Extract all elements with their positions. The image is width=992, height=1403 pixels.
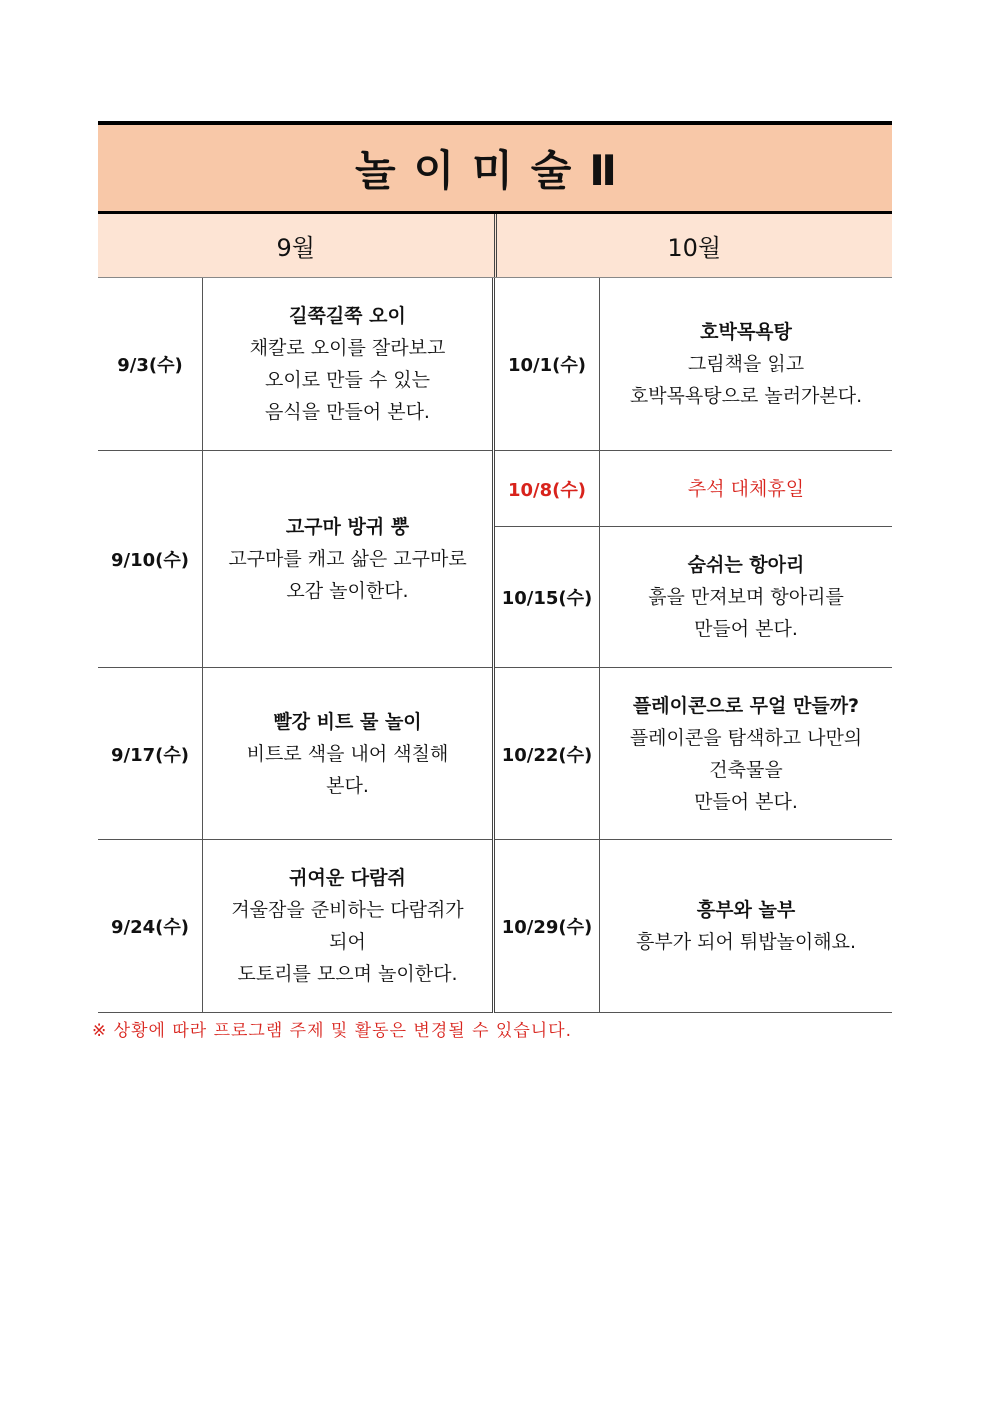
month-header-row	[98, 214, 892, 278]
date-cell: 10/29(수)	[495, 840, 600, 1012]
activity-line: 오이로 만들 수 있는	[265, 369, 430, 391]
activity-line: 겨울잠을 준비하는 다람쥐가	[231, 899, 464, 921]
schedule-body	[98, 278, 892, 1013]
activity-topic: 숨쉬는 항아리	[687, 554, 805, 576]
date-cell: 10/1(수)	[495, 278, 600, 450]
activity-line: 고구마를 캐고 삶은 고구마로	[228, 548, 467, 570]
page-title: 놀이미술Ⅱ	[98, 121, 892, 214]
date-cell: 9/17(수)	[98, 668, 203, 839]
table-row	[98, 451, 492, 668]
activity-line: 본다.	[326, 774, 369, 797]
activity-topic: 호박목욕탕	[700, 321, 792, 343]
activity-cell	[600, 278, 892, 450]
activity-line: 도토리를 모으며 놀이한다.	[237, 963, 458, 985]
table-row	[98, 668, 492, 840]
activity-line: 채칼로 오이를 잘라보고	[249, 337, 446, 359]
table-row	[495, 451, 892, 527]
month-october: 10월	[667, 234, 722, 262]
activity-cell	[600, 668, 892, 839]
activity-topic: 플레이콘으로 무얼 만들까?	[632, 694, 860, 717]
holiday-cell	[600, 451, 892, 526]
table-row	[98, 840, 492, 1013]
schedule-table	[98, 121, 892, 1013]
table-row	[495, 668, 892, 840]
date-cell: 9/10(수)	[98, 451, 203, 667]
september-column	[98, 278, 495, 1013]
date-cell: 10/15(수)	[495, 527, 600, 667]
table-row	[495, 278, 892, 451]
activity-line: 음식을 만들어 본다.	[265, 401, 430, 423]
activity-topic: 고구마 방귀 뿡	[285, 516, 410, 538]
date-cell: 9/3(수)	[98, 278, 203, 450]
activity-cell	[600, 840, 892, 1012]
activity-cell	[203, 840, 492, 1012]
activity-line: 플레이콘을 탐색하고 나만의	[629, 726, 863, 749]
activity-cell	[600, 527, 892, 667]
activity-topic: 귀여운 다람쥐	[289, 867, 406, 889]
activity-topic: 길쭉길쭉 오이	[289, 305, 406, 327]
month-september: 9월	[98, 214, 497, 277]
activity-line: 호박목욕탕으로 놀러가본다.	[629, 385, 863, 407]
notice-text: ※ 상황에 따라 프로그램 주제 및 활동은 변경될 수 있습니다.	[92, 1021, 572, 1041]
october-column	[495, 278, 892, 1013]
activity-cell	[203, 668, 492, 839]
activity-cell	[203, 451, 492, 667]
date-cell: 9/24(수)	[98, 840, 203, 1012]
table-row	[98, 278, 492, 451]
table-row	[495, 840, 892, 1013]
activity-line: 그림책을 읽고	[687, 353, 805, 375]
activity-line: 만들어 본다.	[694, 618, 798, 640]
date-cell: 10/22(수)	[495, 668, 600, 839]
holiday-label: 추석 대체휴일	[687, 477, 805, 500]
activity-line: 건축물을	[709, 758, 783, 781]
date-cell: 10/8(수)	[495, 451, 600, 526]
activity-line: 되어	[329, 931, 366, 953]
activity-line: 오감 놀이한다.	[286, 580, 409, 602]
activity-cell	[203, 278, 492, 450]
table-row	[495, 527, 892, 668]
activity-topic: 흥부와 놀부	[696, 899, 796, 921]
activity-line: 흙을 만져보며 항아리를	[648, 586, 844, 608]
activity-line: 흥부가 되어 튀밥놀이해요.	[635, 931, 856, 953]
activity-line: 만들어 본다.	[694, 790, 798, 813]
activity-line: 비트로 색을 내어 색칠해	[246, 742, 449, 765]
activity-topic: 빨강 비트 물 놀이	[273, 710, 422, 733]
